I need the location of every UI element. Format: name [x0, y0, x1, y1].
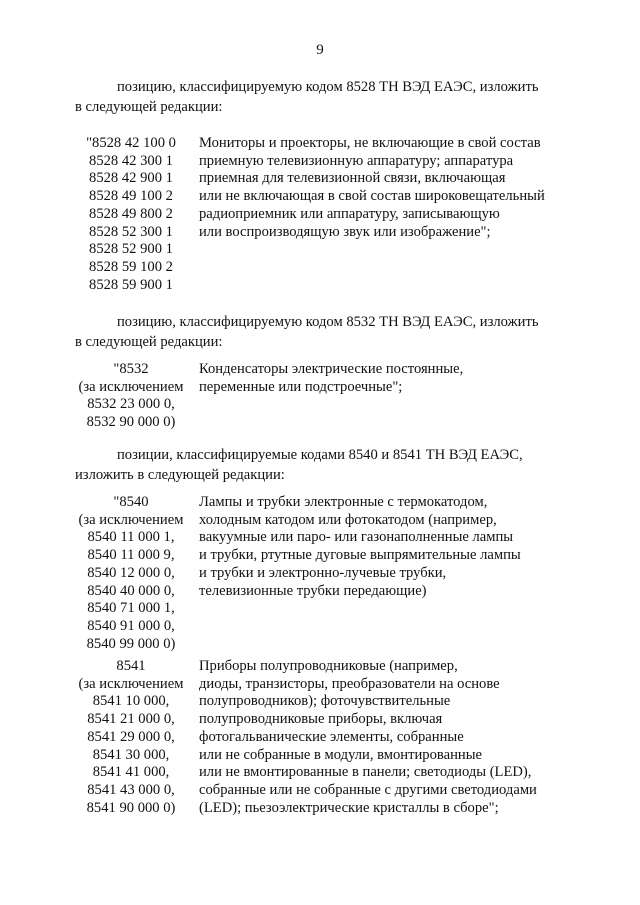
entry-description [199, 494, 569, 600]
code-line: (за исключением [78, 675, 184, 692]
code-line: "8532 [113, 361, 149, 377]
desc-line: Мониторы и проекторы, не включающие в свой состав [199, 135, 541, 151]
code-line: 8532 90 000 0) [86, 414, 176, 431]
desc-line: или не вмонтированные в панели; светодиоды (LED), [199, 764, 532, 781]
desc-line: радиоприемник или аппаратуру, записывающую [199, 205, 500, 222]
code-line: 8541 41 000, [92, 764, 170, 781]
desc-line: Лампы и трубки электронные с термокатодом, [199, 494, 488, 510]
desc-line: вакуумные или паро- или газонаполненные лампы [199, 529, 514, 546]
intro-line: в следующей редакции: [75, 334, 223, 350]
code-line: 8528 59 900 1 [89, 276, 173, 293]
code-line: 8528 42 300 1 [89, 152, 173, 169]
desc-line: полупроводников); фоточувствительные [199, 693, 451, 710]
entry-codes [75, 361, 187, 432]
desc-line: полупроводниковые приборы, включая [199, 711, 443, 728]
desc-line: или не собранные в модули, вмонтированные [199, 746, 482, 763]
code-line: 8528 52 900 1 [89, 241, 173, 258]
code-line: 8541 43 000 0, [87, 781, 175, 798]
code-line: 8540 12 000 0, [87, 564, 175, 581]
code-line: 8540 40 000 0, [87, 582, 175, 599]
code-line: 8540 99 000 0) [86, 635, 176, 652]
section-3-intro [75, 445, 565, 485]
desc-line: приемную телевизионную аппаратуру; аппаратура [199, 152, 514, 169]
code-line: "8540 [113, 494, 149, 510]
code-line: 8528 52 300 1 [89, 223, 173, 240]
code-line: 8528 49 800 2 [89, 205, 173, 222]
code-line: "8528 42 100 0 [86, 135, 176, 151]
intro-line: позиции, классифицируемые кодами 8540 и 8541 ТН ВЭД ЕАЭС, [117, 447, 523, 463]
code-line: 8540 11 000 9, [87, 547, 175, 564]
desc-line: или не включающая в свой состав широковещательный [199, 188, 545, 205]
code-line: 8541 10 000, [92, 693, 170, 710]
code-line: 8541 90 000 0) [86, 799, 176, 816]
code-line: 8541 [116, 658, 146, 674]
section-1-intro [75, 77, 565, 117]
entry-codes [75, 135, 187, 294]
desc-line: и трубки и электронно-лучевые трубки, [199, 564, 447, 581]
intro-line: в следующей редакции: [75, 99, 223, 115]
desc-line: холодным катодом или фотокатодом (например, [199, 511, 497, 528]
intro-line: позицию, классифицируемую кодом 8528 ТН ВЭД ЕАЭС, изложить [117, 79, 539, 95]
desc-line: телевизионные трубки передающие) [199, 582, 427, 599]
entry-codes [75, 494, 187, 653]
code-line: 8528 59 100 2 [89, 258, 173, 275]
desc-line: фотогальванические элементы, собранные [199, 728, 464, 745]
page-number: 9 [316, 42, 324, 58]
desc-line: или воспроизводящую звук или изображение"; [199, 223, 491, 240]
entry-codes [75, 658, 187, 817]
desc-line: Конденсаторы электрические постоянные, [199, 361, 464, 377]
code-line: (за исключением [78, 378, 184, 395]
desc-line: приемная для телевизионной связи, включающая [199, 170, 506, 187]
code-line: 8541 30 000, [92, 746, 170, 763]
desc-line: (LED); пьезоэлектрические кристаллы в сборе"; [199, 799, 499, 816]
entry-description [199, 361, 569, 396]
code-line: 8532 23 000 0, [87, 396, 175, 413]
code-line: 8528 42 900 1 [89, 170, 173, 187]
intro-line: изложить в следующей редакции: [75, 467, 285, 483]
code-line: 8541 29 000 0, [87, 728, 175, 745]
code-line: 8540 71 000 1, [87, 600, 175, 617]
code-line: (за исключением [78, 511, 184, 528]
desc-line: собранные или не собранные с другими светодиодами [199, 781, 537, 798]
entry-description [199, 658, 569, 817]
code-line: 8540 11 000 1, [87, 529, 175, 546]
section-2-intro [75, 312, 565, 352]
code-line: 8541 21 000 0, [87, 711, 175, 728]
desc-line: диоды, транзисторы, преобразователи на основе [199, 675, 500, 692]
intro-line: позицию, классифицируемую кодом 8532 ТН ВЭД ЕАЭС, изложить [117, 314, 539, 330]
entry-description [199, 135, 569, 241]
desc-line: и трубки, ртутные дуговые выпрямительные лампы [199, 547, 521, 564]
code-line: 8528 49 100 2 [89, 188, 173, 205]
desc-line: Приборы полупроводниковые (например, [199, 658, 458, 674]
desc-line: переменные или подстроечные"; [199, 378, 403, 395]
code-line: 8540 91 000 0, [87, 617, 175, 634]
